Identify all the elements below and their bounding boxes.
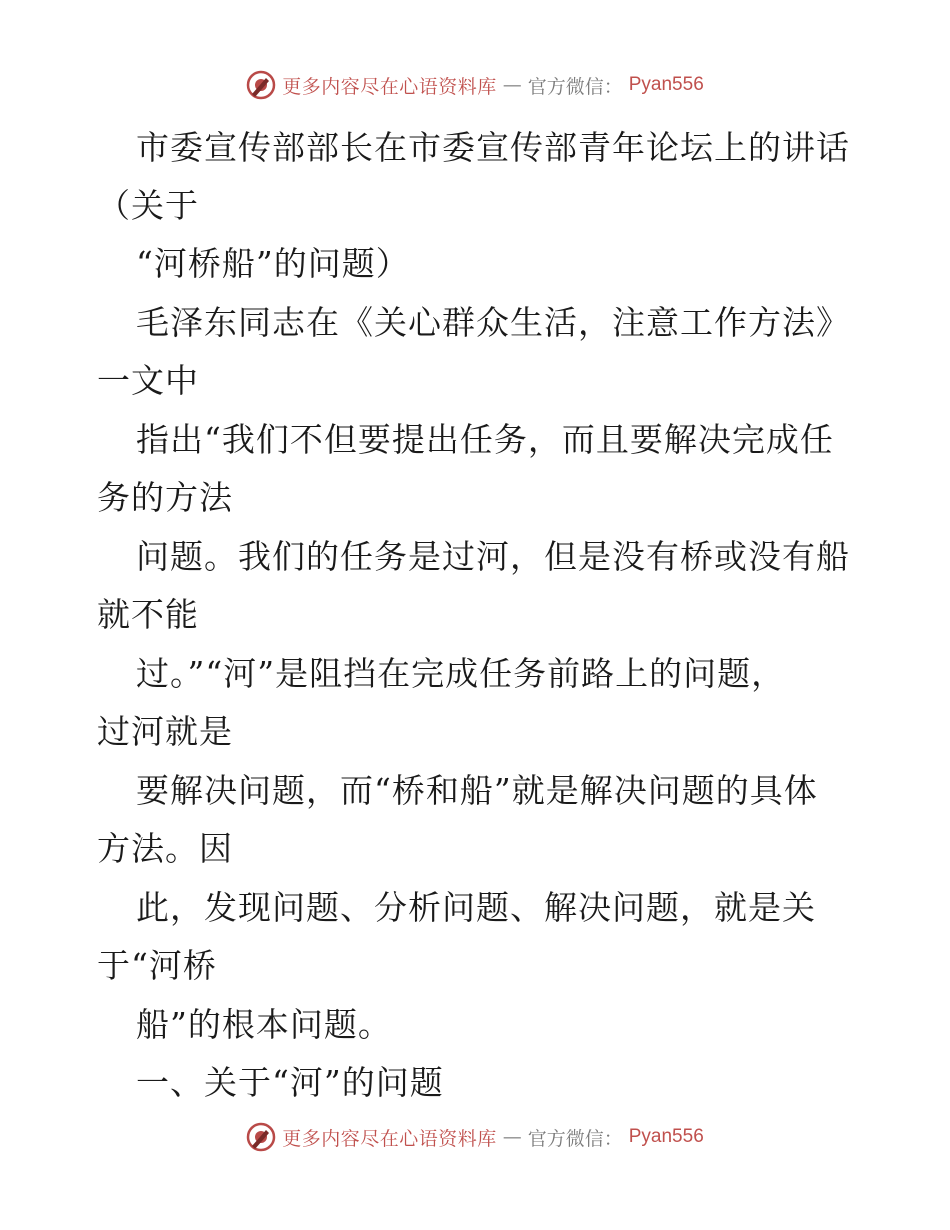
doc-line: 指出“我们不但要提出任务，而且要解决完成任 bbox=[136, 420, 834, 459]
doc-line: 此，发现问题、分析问题、解决问题，就是关 bbox=[136, 888, 816, 927]
doc-line: 毛泽东同志在《关心群众生活，注意工作方法》 bbox=[136, 303, 850, 342]
doc-line: 一、关于“河”的问题 bbox=[136, 1063, 444, 1102]
doc-line: 船”的根本问题。 bbox=[136, 1005, 392, 1044]
doc-line: （关于 bbox=[97, 186, 199, 225]
doc-line: 于“河桥 bbox=[97, 946, 217, 985]
doc-line: 市委宣传部部长在市委宣传部青年论坛上的讲话 bbox=[136, 128, 850, 167]
doc-line: 问题。我们的任务是过河，但是没有桥或没有船 bbox=[136, 537, 850, 576]
watermark-title: 更多内容尽在心语资料库 bbox=[282, 75, 497, 98]
watermark-separator: — bbox=[502, 1126, 522, 1148]
watermark-wechat-label: 官方微信： bbox=[527, 75, 623, 98]
doc-line: 就不能 bbox=[97, 595, 199, 634]
doc-line: 要解决问题，而“桥和船”就是解决问题的具体 bbox=[136, 771, 818, 810]
doc-line: 过河就是 bbox=[97, 712, 233, 751]
header-watermark bbox=[0, 70, 950, 100]
footer-watermark bbox=[0, 1122, 950, 1152]
pen-logo-icon bbox=[246, 1122, 276, 1152]
watermark-separator: — bbox=[502, 74, 522, 96]
watermark-wechat-id: Pyan556 bbox=[628, 1126, 704, 1147]
watermark-title: 更多内容尽在心语资料库 bbox=[282, 1127, 497, 1150]
doc-line: 务的方法 bbox=[97, 478, 233, 517]
doc-line: 过。”“河”是阻挡在完成任务前路上的问题， bbox=[136, 654, 786, 693]
watermark-wechat-id: Pyan556 bbox=[628, 74, 704, 95]
pen-logo-icon bbox=[246, 70, 276, 100]
doc-line: 一文中 bbox=[97, 361, 199, 400]
doc-line: 方法。因 bbox=[97, 829, 233, 868]
watermark-wechat-label: 官方微信： bbox=[527, 1127, 623, 1150]
doc-line: “河桥船”的问题） bbox=[136, 244, 410, 283]
